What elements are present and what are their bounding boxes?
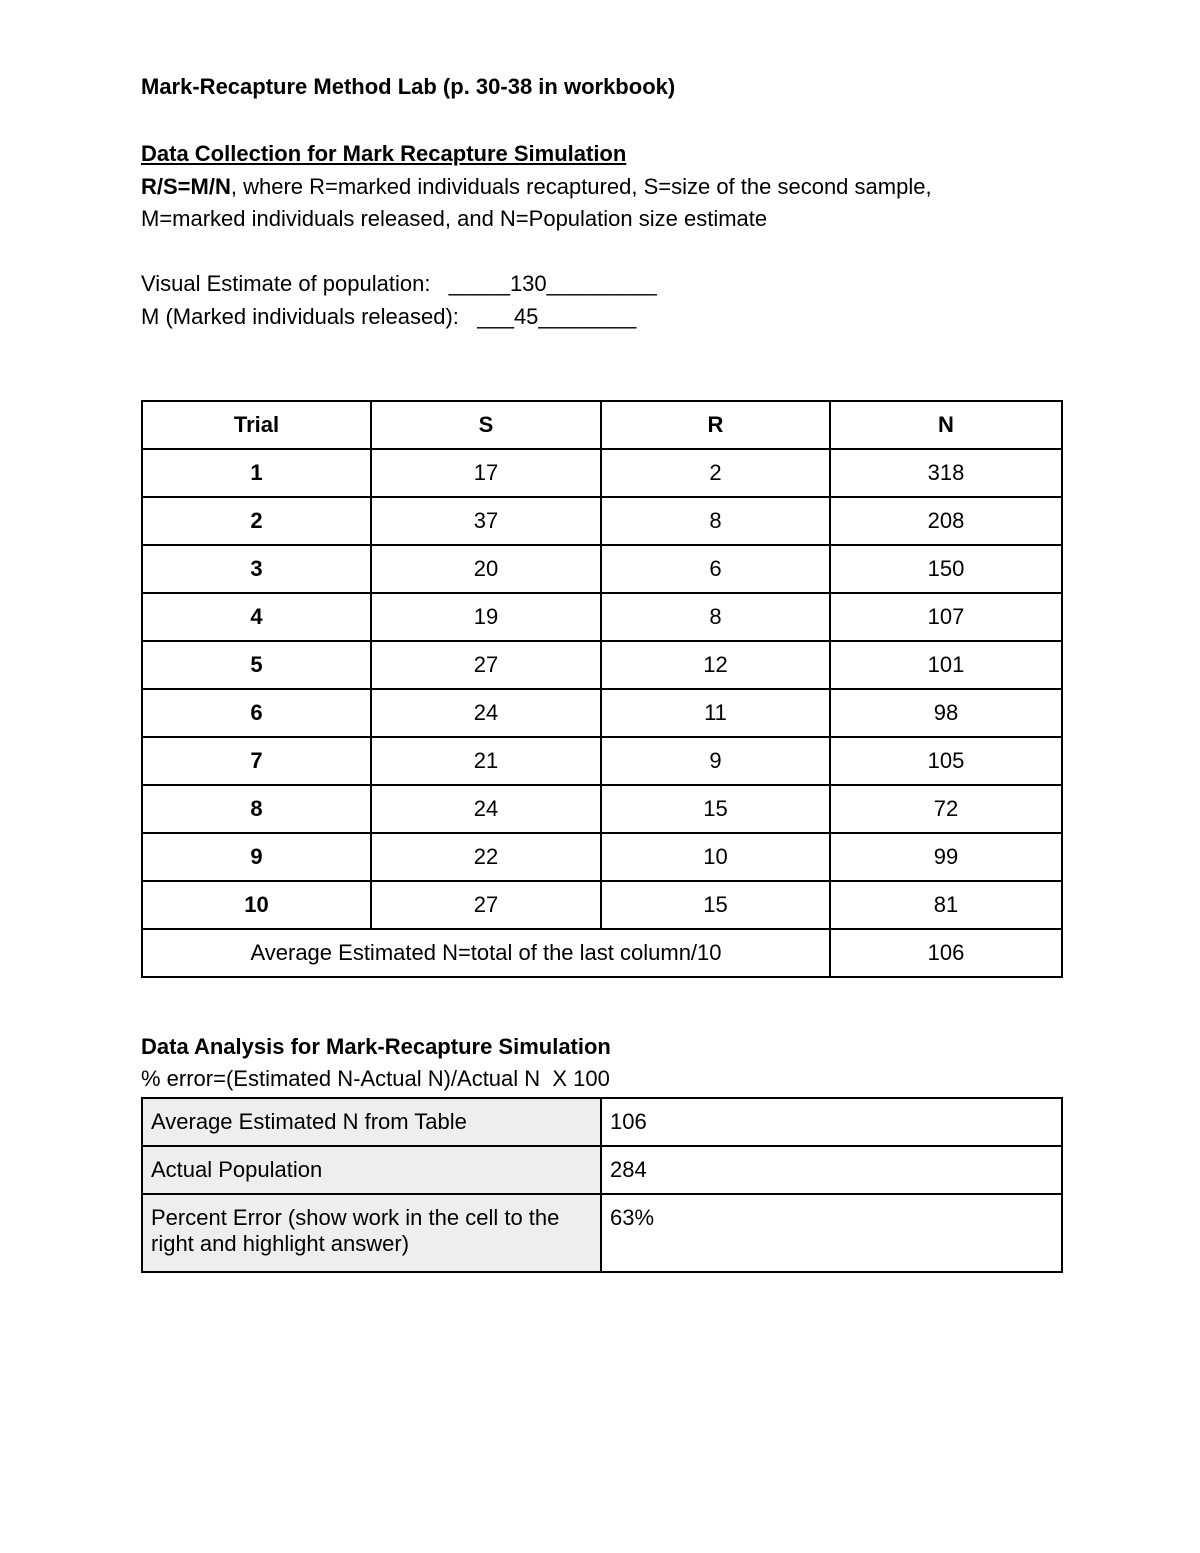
trial-cell: 2 — [142, 497, 371, 545]
trial-cell: 1 — [142, 449, 371, 497]
analysis-row — [142, 1098, 1062, 1146]
table-row — [142, 737, 1062, 785]
analysis-row — [142, 1146, 1062, 1194]
s-cell: 17 — [371, 449, 601, 497]
trials-table — [141, 400, 1063, 978]
s-cell: 24 — [371, 689, 601, 737]
r-cell: 12 — [601, 641, 830, 689]
formula-rest: , where R=marked individuals recaptured, S=size of the second sample, — [230, 174, 932, 199]
r-cell: 15 — [601, 881, 830, 929]
table-row — [142, 881, 1062, 929]
trial-cell: 8 — [142, 785, 371, 833]
n-cell: 105 — [830, 737, 1062, 785]
trial-cell: 4 — [142, 593, 371, 641]
analysis-table — [141, 1097, 1063, 1273]
analysis-value: 63% — [601, 1194, 1062, 1272]
table-row — [142, 641, 1062, 689]
s-cell: 37 — [371, 497, 601, 545]
trial-cell: 7 — [142, 737, 371, 785]
n-cell: 208 — [830, 497, 1062, 545]
table-row — [142, 785, 1062, 833]
s-cell: 27 — [371, 881, 601, 929]
analysis-label: Actual Population — [142, 1146, 601, 1194]
s-cell: 24 — [371, 785, 601, 833]
n-cell: 99 — [830, 833, 1062, 881]
r-cell: 8 — [601, 593, 830, 641]
r-cell: 11 — [601, 689, 830, 737]
error-formula: % error=(Estimated N-Actual N)/Actual N X 100 — [141, 1066, 610, 1091]
r-cell: 2 — [601, 449, 830, 497]
n-cell: 98 — [830, 689, 1062, 737]
analysis-row — [142, 1194, 1062, 1272]
trial-cell: 9 — [142, 833, 371, 881]
s-cell: 22 — [371, 833, 601, 881]
s-cell: 19 — [371, 593, 601, 641]
table-row — [142, 593, 1062, 641]
average-row — [142, 929, 1062, 977]
analysis-heading: Data Analysis for Mark-Recapture Simulation — [141, 1034, 611, 1059]
trial-cell: 3 — [142, 545, 371, 593]
table-row — [142, 497, 1062, 545]
trial-cell: 6 — [142, 689, 371, 737]
header-trial: Trial — [142, 401, 371, 449]
page-title: Mark-Recapture Method Lab (p. 30-38 in workbook) — [141, 74, 676, 99]
n-cell: 318 — [830, 449, 1062, 497]
r-cell: 8 — [601, 497, 830, 545]
visual-estimate-line: Visual Estimate of population: _____130_________ — [141, 271, 657, 296]
analysis-value: 284 — [601, 1146, 1062, 1194]
analysis-label: Average Estimated N from Table — [142, 1098, 601, 1146]
table-row — [142, 449, 1062, 497]
r-cell: 10 — [601, 833, 830, 881]
analysis-label: Percent Error (show work in the cell to the right and highlight answer) — [142, 1194, 601, 1272]
trial-cell: 5 — [142, 641, 371, 689]
table-row — [142, 689, 1062, 737]
formula-bold: R/S=M/N — [141, 174, 231, 199]
table-row — [142, 545, 1062, 593]
s-cell: 21 — [371, 737, 601, 785]
average-label: Average Estimated N=total of the last column/10 — [142, 929, 830, 977]
trial-cell: 10 — [142, 881, 371, 929]
header-r: R — [601, 401, 830, 449]
analysis-value: 106 — [601, 1098, 1062, 1146]
n-cell: 81 — [830, 881, 1062, 929]
r-cell: 6 — [601, 545, 830, 593]
s-cell: 27 — [371, 641, 601, 689]
n-cell: 72 — [830, 785, 1062, 833]
header-n: N — [830, 401, 1062, 449]
n-cell: 150 — [830, 545, 1062, 593]
formula-line — [141, 174, 932, 200]
average-value: 106 — [830, 929, 1062, 977]
n-cell: 107 — [830, 593, 1062, 641]
table-row — [142, 833, 1062, 881]
r-cell: 9 — [601, 737, 830, 785]
collection-heading: Data Collection for Mark Recapture Simulation — [141, 141, 627, 166]
marked-released-line: M (Marked individuals released): ___45________ — [141, 304, 637, 329]
formula-line-2: M=marked individuals released, and N=Population size estimate — [141, 206, 768, 231]
r-cell: 15 — [601, 785, 830, 833]
table-header-row — [142, 401, 1062, 449]
s-cell: 20 — [371, 545, 601, 593]
header-s: S — [371, 401, 601, 449]
n-cell: 101 — [830, 641, 1062, 689]
